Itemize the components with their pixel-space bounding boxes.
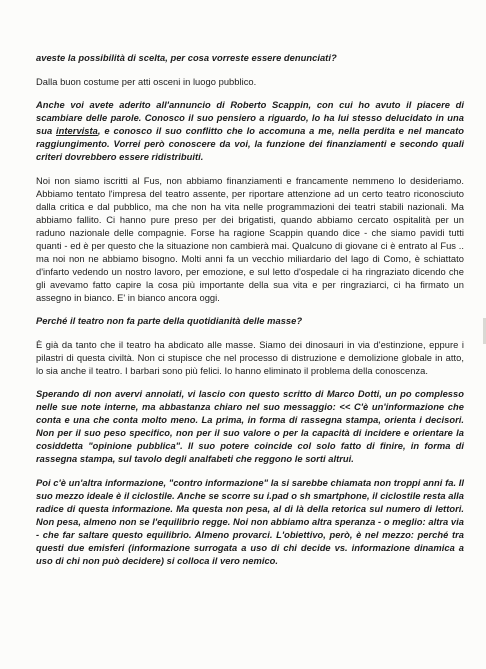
intervista-link[interactable]: intervista [56, 126, 98, 136]
interview-text [36, 52, 464, 578]
question-paragraph: Perché il teatro non fa parte della quotidianità delle masse? [36, 316, 303, 326]
question-text: , e conosco il suo conflitto che lo accomuna a me, nella perdita e nel mancato raggiungimento. Vorrei però conoscere da voi, la funzione dei finanziamenti e secondo quali criteri dovrebbero essere ridistribuiti. [36, 126, 464, 162]
answer-paragraph: Dalla buon costume per atti osceni in luogo pubblico. [36, 76, 257, 87]
quote-paragraph: Sperando di non avervi annoiati, vi lascio con questo scritto di Marco Dotti, un po complesso nelle sue note interne, ma abbastanza chiaro nel suo messaggio: << C'è un'informazione che conta e una che conta molto meno. La prima, in forma di rassegna stampa, orienta i decisori. Non per il suo peso specifico, non per il suo valore o per la capacità di incidere e orientare la cosiddetta "opinione pubblica". Il suo potere coincide col solo fatto di finire, in forma di rassegna stampa, sul tavolo degli analfabeti che reggono le sorti altrui. [36, 389, 464, 464]
quote-paragraph: Poi c'è un'altra informazione, "contro informazione" la si sarebbe chiamata non troppi anni fa. Il suo mezzo ideale è il ciclostile. Anche se scorre su i.pad o sh smartphone, il ciclostile resta alla radice di questa informazione. Ma questa non pesa, al di là della retorica sul numero di lettori. Non pesa, almeno non se l'equilibrio regge. Noi non abbiamo altra speranza - o meglio: altra via - che far saltare questo equilibrio. Almeno provarci. L'obiettivo, però, è nel mezzo: perché tra questi due emisferi (informazione surrogata a uso di chi decide vs. informazione dinamica a uso di chi non può decidere) si colloca il vero nemico. [36, 477, 464, 566]
answer-paragraph: È già da tanto che il teatro ha abdicato alle masse. Siamo dei dinosauri in via d'estinzione, eppure i pilastri di questa civiltà. Non ci stupisce che nel processo di distruzione e demolizione globale in atto, lo sia anche il teatro. I barbari sono più felici. Io hanno eliminato il problema della conoscenza. [36, 339, 464, 376]
answer-paragraph: Noi non siamo iscritti al Fus, non abbiamo finanziamenti e francamente nemmeno lo desideriamo. Abbiamo tentato l'impresa del teatro assente, per riportare attenzione ad un certo teatro riconosciuto dalla critica e dal pubblico, ma che non ha vita nelle programmazioni dei teatri stabili nazionali. Ma abbiamo fallito. Ci hanno pure preso per dei brigatisti, quando abbiamo cercato ospitalità per un raduno nazionale delle compagnie. Forse ha ragione Scappin quando dice - che siamo pavidi tutti quanti - ed è per questo che la situazione non cambierà mai. Qualcuno di giovane ci è entrato al Fus .. ma noi non ne abbiamo bisogno. Molti anni fa un vecchio miliardario del lago di Como, è schiattato d'infarto vedendo un nostro lavoro, per emozione, e sul letto d'ospedale ci ha ringraziato dicendo che gli avevamo fatto capire la cosa più importante della sua vita e per ringraziarci, ci ha firmato un assegno in bianco. E' in bianco ancora oggi. [36, 175, 464, 303]
question-paragraph: aveste la possibilità di scelta, per cosa vorreste essere denunciati? [36, 53, 337, 63]
question-text: Anche voi avete aderito all'annuncio di Roberto Scappin, con cui ho avuto il piacere di scambiare delle parole. Conosco il suo pensiero a riguardo, lo ha lui stesso delucidato in una sua [36, 100, 464, 136]
question-paragraph [36, 99, 464, 164]
